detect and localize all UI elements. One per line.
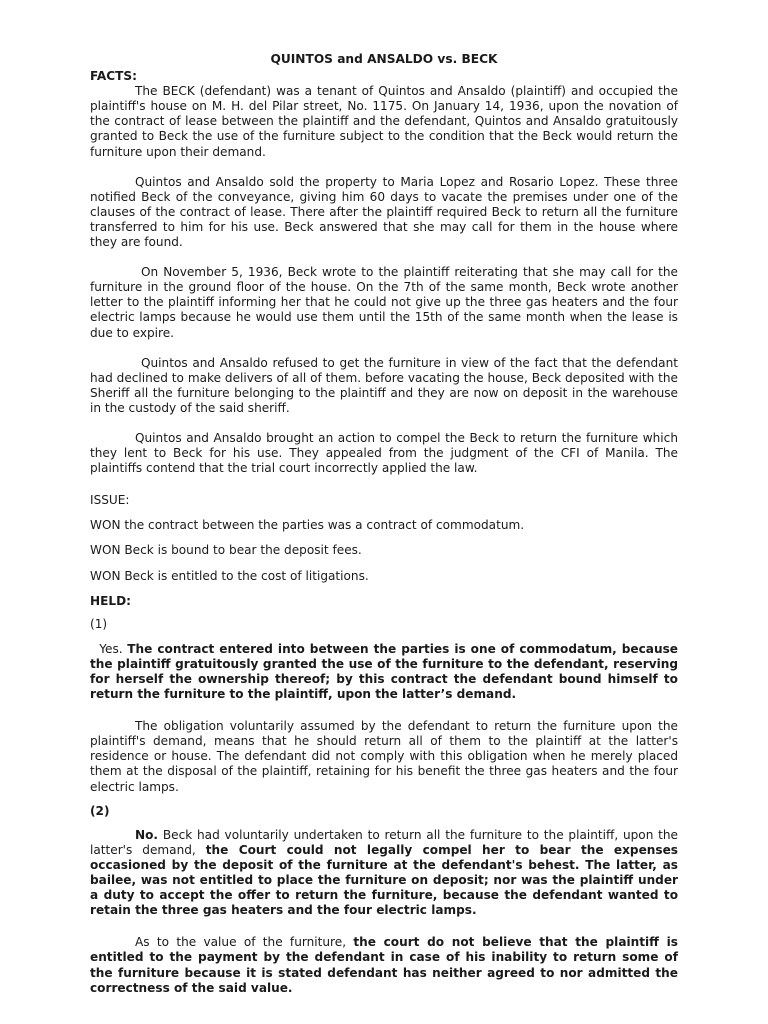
- issue-item: WON Beck is bound to bear the deposit fees.: [90, 543, 362, 558]
- facts-heading: FACTS:: [90, 69, 137, 84]
- facts-paragraph: The BECK (defendant) was a tenant of Quintos and Ansaldo (plaintiff) and occupied the plaintiff's house on M. H. del Pilar street, No. 1175. On January 14, 1936, upon the novation of the contract of lease between the plaintiff and the defendant, Quintos and Ansaldo gratuitously granted to Beck the use of the furniture subject to the condition that the Beck would return the furniture upon their demand.: [90, 84, 678, 159]
- held-number-2: (2): [90, 803, 110, 818]
- held-2-lead: No.: [135, 827, 159, 842]
- facts-paragraph: Quintos and Ansaldo refused to get the furniture in view of the fact that the defendant had declined to make delivers of all of them. before vacating the house, Beck deposited with the Sheriff all the furniture belonging to the plaintiff and they are now on deposit in the warehouse in the custody of the said sheriff.: [90, 355, 678, 415]
- held-2-value-paragraph: [90, 935, 678, 995]
- held-heading: HELD:: [90, 593, 131, 608]
- held-2-paragraph: [90, 828, 678, 919]
- held-2-value-plain: As to the value of the furniture,: [135, 935, 347, 950]
- held-1-explanation: The obligation voluntarily assumed by the defendant to return the furniture upon the plaintiff's demand, means that he should return all of them to the plaintiff at the latter's residence or house. The defendant did not comply with this obligation when he merely placed them at the disposal of the plaintiff, retaining for his benefit the three gas heaters and the four electric lamps.: [90, 719, 678, 794]
- case-title: QUINTOS and ANSALDO vs. BECK: [270, 52, 498, 66]
- held-number-1: (1): [90, 616, 108, 631]
- held-2-bold: the Court could not legally compel her to bear the expenses occasioned by the deposit of the furniture at the defendant's behest. The latter, as bailee, was not entitled to place the furniture on deposit; nor was the plaintiff under a duty to accept the offer to return the furniture, because the defendant wanted to retain the three gas heaters and the four electric lamps.: [90, 842, 678, 918]
- facts-paragraph: Quintos and Ansaldo brought an action to compel the Beck to return the furniture which they lent to Beck for his use. They appealed from the judgment of the CFI of Manila. The plaintiffs contend that the trial court incorrectly applied the law.: [90, 430, 678, 476]
- issue-item: WON Beck is entitled to the cost of litigations.: [90, 568, 369, 583]
- facts-paragraph: Quintos and Ansaldo sold the property to Maria Lopez and Rosario Lopez. These three notified Beck of the conveyance, giving him 60 days to vacate the premises under one of the clauses of the contract of lease. There after the plaintiff required Beck to return all the furniture transferred to him for his use. Beck answered that she may call for them in the house where they are found.: [90, 174, 678, 250]
- facts-paragraph: On November 5, 1936, Beck wrote to the plaintiff reiterating that she may call for the furniture in the ground floor of the house. On the 7th of the same month, Beck wrote another letter to the plaintiff informing her that he could not give up the three gas heaters and the four electric lamps because he would use them until the 15th of the same month when the lease is due to expire.: [90, 265, 678, 340]
- held-1-paragraph: [90, 642, 678, 702]
- held-2-value-bold: the court do not believe that the plaintiff is entitled to the payment by the defendant in case of his inability to return some of the furniture because it is stated defendant has neither agreed to nor admitted the correctness of the said value.: [90, 935, 678, 995]
- document-page: [90, 52, 678, 996]
- held-1-bold: The contract entered into between the parties is one of commodatum, because the plaintiff gratuitously granted the use of the furniture to the defendant, reserving for herself the ownership thereof; by this contract the defendant bound himself to return the furniture to the plaintiff, upon the latter’s demand.: [90, 641, 678, 702]
- held-2-plain: Beck had voluntarily undertaken to return all the furniture to the plaintiff, upon the latter's demand,: [90, 827, 678, 857]
- issue-item: WON the contract between the parties was a contract of commodatum.: [90, 518, 525, 533]
- issue-heading: ISSUE:: [90, 493, 130, 508]
- held-1-lead: Yes.: [99, 641, 123, 656]
